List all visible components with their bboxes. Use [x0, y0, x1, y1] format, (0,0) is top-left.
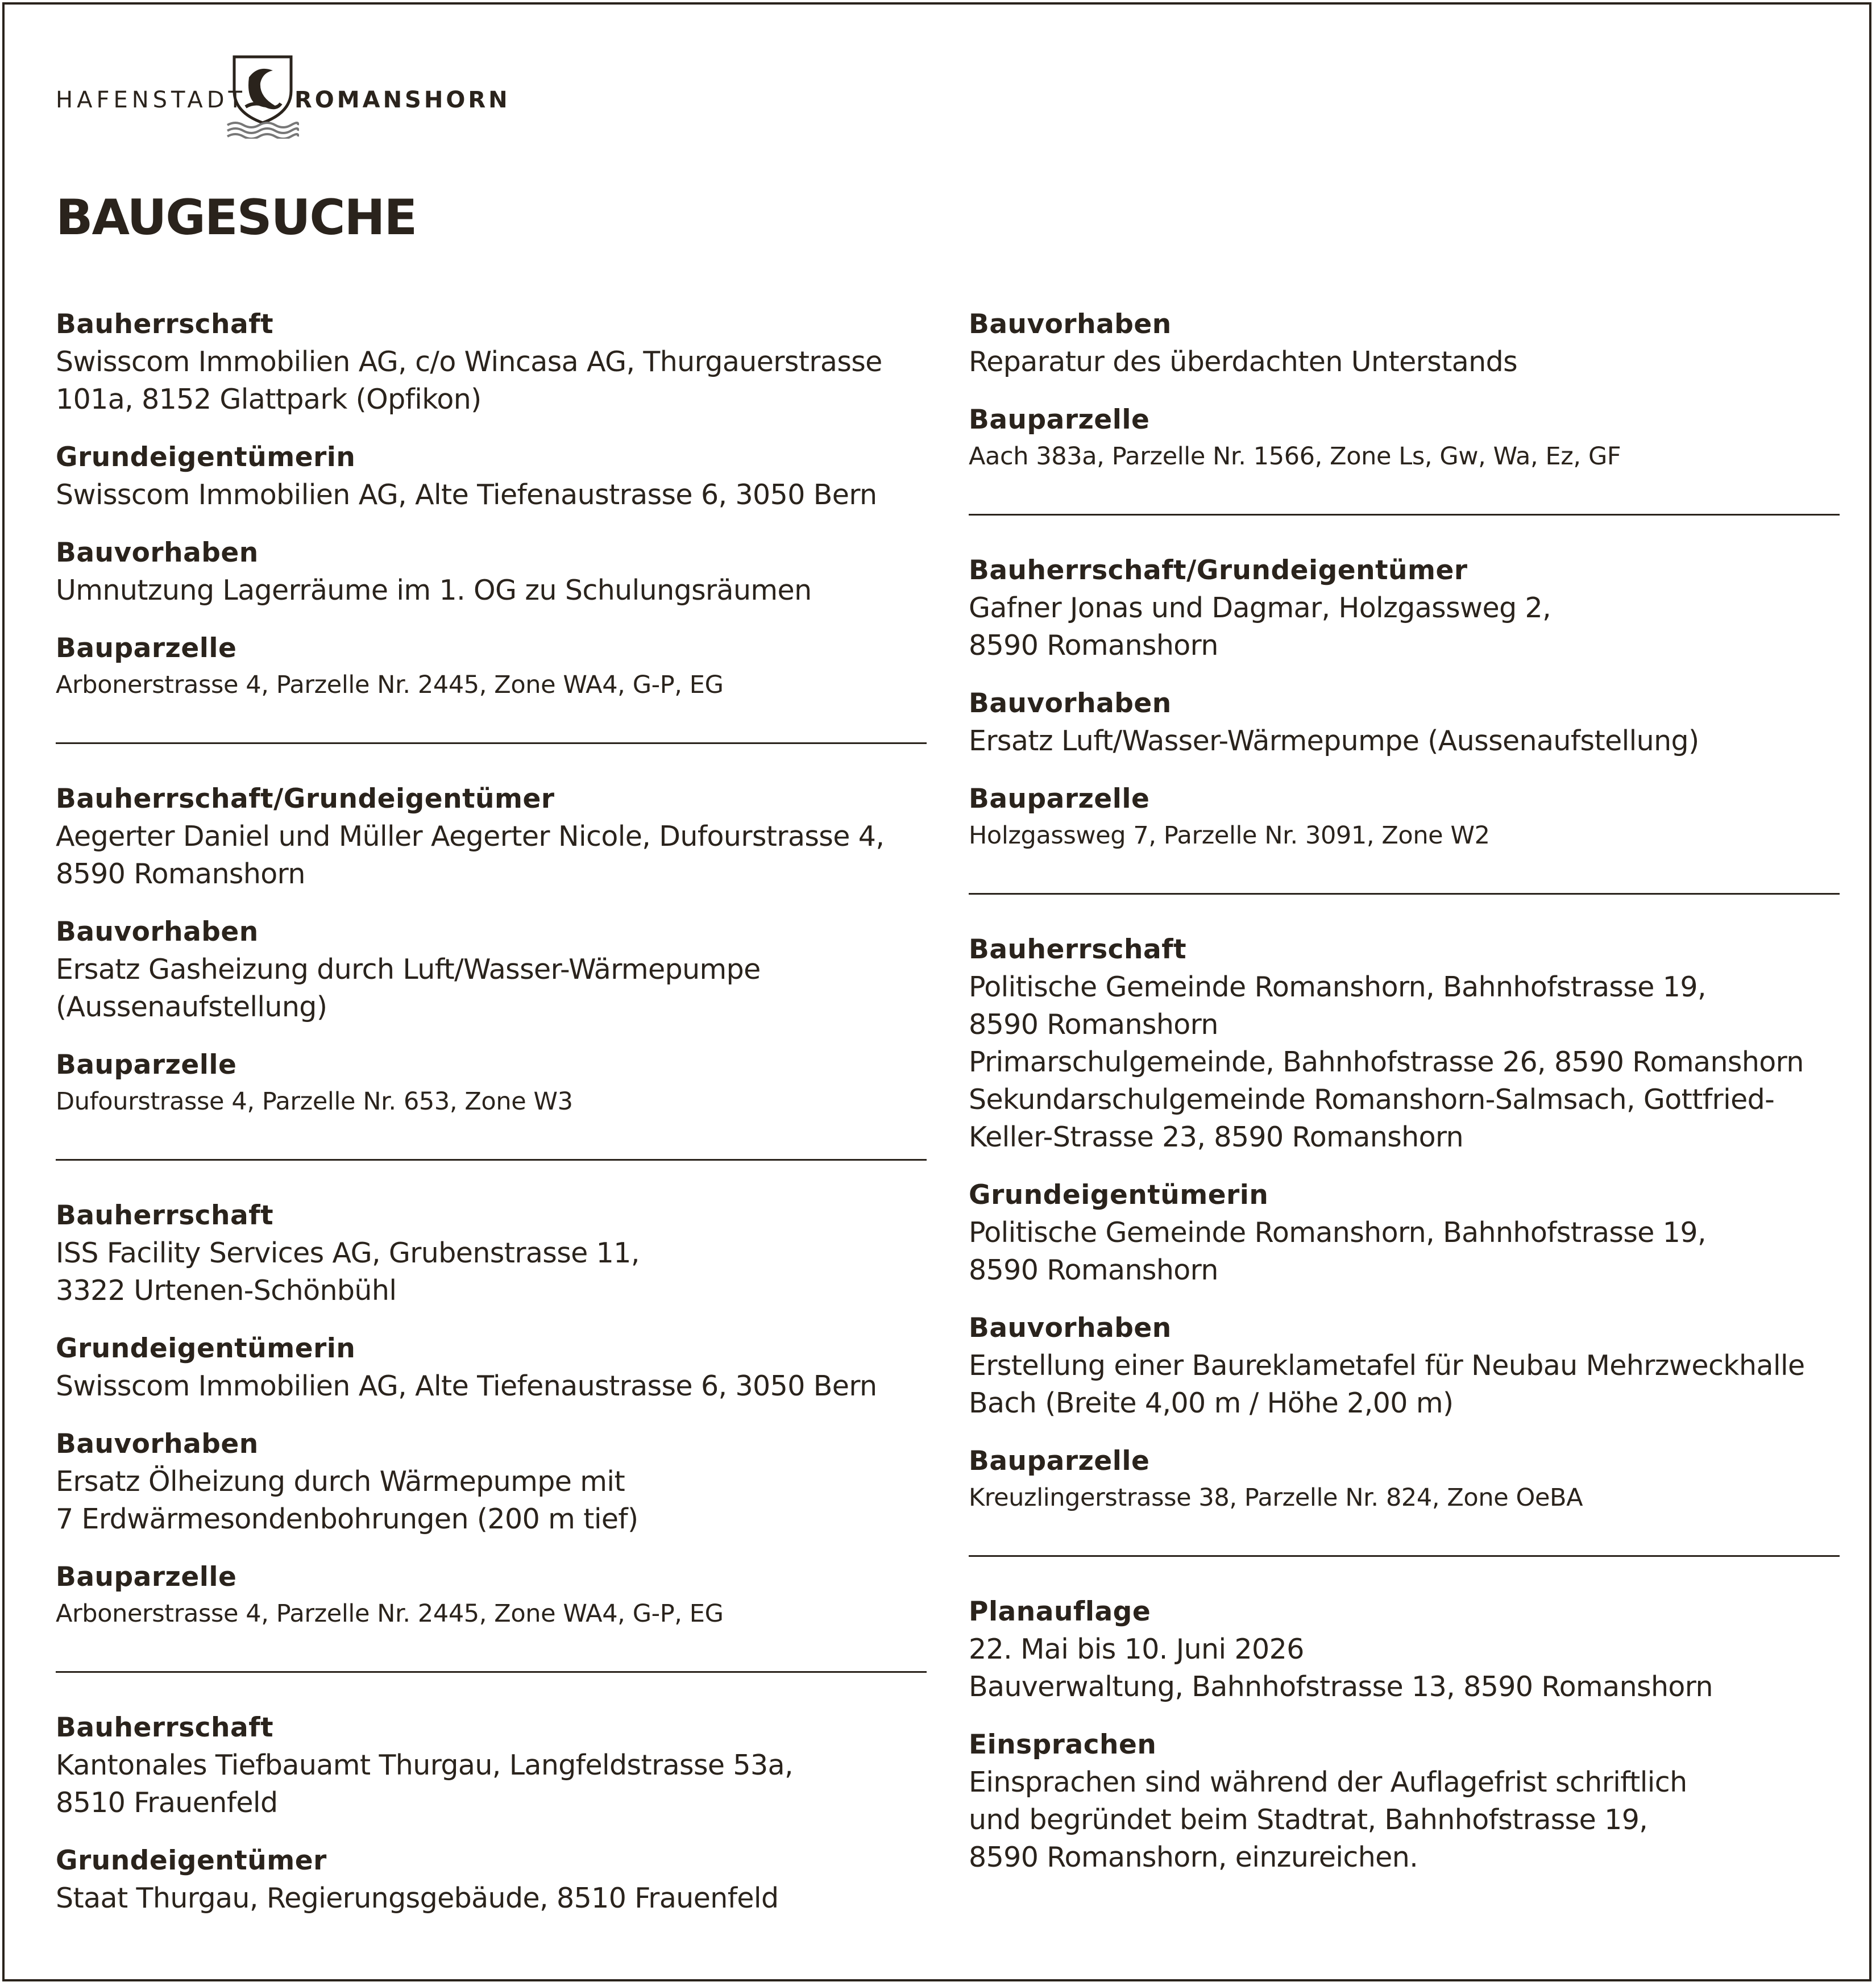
field-label: Planauflage — [969, 1596, 1151, 1627]
field — [969, 1443, 1840, 1515]
field-label: Bauparzelle — [969, 783, 1150, 815]
field-value: Politische Gemeinde Romanshorn, Bahnhofstrasse 19, 8590 Romanshorn — [969, 1216, 1706, 1286]
field — [56, 1709, 927, 1822]
field — [969, 1593, 1840, 1706]
field-label: Bauherrschaft/Grundeigentümer — [56, 783, 555, 815]
field — [56, 1330, 927, 1405]
divider — [969, 893, 1840, 895]
building-application — [969, 931, 1840, 1515]
field-value: Arbonerstrasse 4, Parzelle Nr. 2445, Zone WA4, G-P, EG — [56, 1599, 724, 1628]
divider — [56, 742, 927, 744]
field-value: Ersatz Gasheizung durch Luft/Wasser-Wärmepumpe (Aussenaufstellung) — [56, 953, 761, 1023]
notice-frame — [2, 2, 1871, 1981]
divider — [56, 1159, 927, 1161]
field-value: Ersatz Luft/Wasser-Wärmepumpe (Aussenaufstellung) — [969, 725, 1699, 757]
field — [56, 1842, 927, 1917]
field — [56, 913, 927, 1026]
field-value: 22. Mai bis 10. Juni 2026 Bauverwaltung, Bahnhofstrasse 13, 8590 Romanshorn — [969, 1633, 1713, 1703]
field-value: Aegerter Daniel und Müller Aegerter Nicole, Dufourstrasse 4, 8590 Romanshorn — [56, 820, 885, 890]
field-label: Grundeigentümerin — [56, 1333, 356, 1364]
right-column — [969, 306, 1840, 1876]
field — [969, 1726, 1840, 1876]
building-application — [969, 552, 1840, 853]
field-value: ISS Facility Services AG, Grubenstrasse 11, 3322 Urtenen-Schönbühl — [56, 1237, 640, 1307]
page-title: BAUGESUCHE — [56, 189, 417, 246]
building-application — [969, 306, 1840, 474]
logo — [56, 53, 522, 139]
field — [56, 1197, 927, 1310]
field-label: Bauherrschaft — [56, 1200, 274, 1231]
field-label: Bauvorhaben — [969, 688, 1172, 719]
field-label: Bauvorhaben — [969, 1312, 1172, 1344]
field — [56, 1426, 927, 1538]
field-value: Reparatur des überdachten Unterstands — [969, 346, 1518, 378]
left-column — [56, 306, 927, 1917]
field-label: Grundeigentümerin — [56, 442, 356, 473]
divider — [969, 514, 1840, 516]
field — [56, 780, 927, 893]
romanshorn-coat-of-arms-icon — [226, 53, 299, 139]
field-value: Dufourstrasse 4, Parzelle Nr. 653, Zone W3 — [56, 1087, 573, 1116]
field-label: Bauparzelle — [56, 1561, 237, 1593]
field — [56, 1559, 927, 1631]
field — [969, 685, 1840, 760]
field-label: Bauherrschaft — [969, 934, 1187, 965]
field — [56, 439, 927, 514]
field — [969, 306, 1840, 381]
field-value: Swisscom Immobilien AG, c/o Wincasa AG, Thurgauerstrasse 101a, 8152 Glattpark (Opfikon) — [56, 346, 882, 416]
field-label: Bauvorhaben — [969, 309, 1172, 340]
field-value: Swisscom Immobilien AG, Alte Tiefenaustrasse 6, 3050 Bern — [56, 1370, 877, 1402]
building-application — [56, 306, 927, 703]
field — [969, 931, 1840, 1156]
logo-text-hafenstadt: HAFENSTADT — [56, 87, 246, 113]
field-value: Aach 383a, Parzelle Nr. 1566, Zone Ls, Gw, Wa, Ez, GF — [969, 442, 1621, 471]
field — [969, 1177, 1840, 1289]
field-label: Bauparzelle — [56, 633, 237, 664]
field — [56, 630, 927, 703]
field-label: Bauvorhaben — [56, 1428, 259, 1460]
divider — [969, 1555, 1840, 1557]
publication-notice — [969, 1593, 1840, 1876]
field — [969, 401, 1840, 474]
field — [969, 552, 1840, 664]
field-value: Ersatz Ölheizung durch Wärmepumpe mit 7 Erdwärmesondenbohrungen (200 m tief) — [56, 1465, 638, 1535]
field-label: Einsprachen — [969, 1729, 1157, 1760]
field-label: Bauvorhaben — [56, 916, 259, 948]
field-label: Bauherrschaft — [56, 309, 274, 340]
field-value: Holzgassweg 7, Parzelle Nr. 3091, Zone W2 — [969, 821, 1490, 850]
field-label: Bauvorhaben — [56, 537, 259, 568]
field-label: Bauparzelle — [56, 1049, 237, 1081]
field-value: Swisscom Immobilien AG, Alte Tiefenaustrasse 6, 3050 Bern — [56, 479, 877, 511]
field-value: Kreuzlingerstrasse 38, Parzelle Nr. 824, Zone OeBA — [969, 1484, 1583, 1512]
building-application — [56, 780, 927, 1119]
field — [56, 534, 927, 609]
field-value: Politische Gemeinde Romanshorn, Bahnhofstrasse 19, 8590 Romanshorn Primarschulgemeinde, Bahnhofstrasse 26, 8590 Romanshorn Sekundarschulgemeinde Romanshorn-Salmsach, Gottfried- Keller-Strasse 23, 8590 Romanshorn — [969, 971, 1804, 1153]
field-value: Arbonerstrasse 4, Parzelle Nr. 2445, Zone WA4, G-P, EG — [56, 671, 724, 699]
field-label: Bauparzelle — [969, 1445, 1150, 1477]
field-label: Bauparzelle — [969, 404, 1150, 435]
divider — [56, 1671, 927, 1673]
building-application — [56, 1709, 927, 1917]
field-label: Grundeigentümer — [56, 1845, 327, 1876]
field-value: Kantonales Tiefbauamt Thurgau, Langfeldstrasse 53a, 8510 Frauenfeld — [56, 1749, 793, 1819]
field-label: Bauherrschaft/Grundeigentümer — [969, 555, 1468, 586]
field-value: Umnutzung Lagerräume im 1. OG zu Schulungsräumen — [56, 574, 812, 606]
logo-text-romanshorn: ROMANSHORN — [294, 87, 510, 113]
field-value: Gafner Jonas und Dagmar, Holzgassweg 2, 8590 Romanshorn — [969, 592, 1551, 662]
field-value: Staat Thurgau, Regierungsgebäude, 8510 Frauenfeld — [56, 1882, 779, 1914]
field-label: Grundeigentümerin — [969, 1179, 1269, 1211]
building-application — [56, 1197, 927, 1631]
field — [969, 780, 1840, 853]
field — [56, 1046, 927, 1119]
field — [969, 1310, 1840, 1422]
field-label: Bauherrschaft — [56, 1712, 274, 1743]
field-value: Einsprachen sind während der Auflagefrist schriftlich und begründet beim Stadtrat, Bahnhofstrasse 19, 8590 Romanshorn, einzureichen. — [969, 1766, 1687, 1873]
field-value: Erstellung einer Baureklametafel für Neubau Mehrzweckhalle Bach (Breite 4,00 m / Höhe 2,00 m) — [969, 1349, 1805, 1419]
field — [56, 306, 927, 418]
